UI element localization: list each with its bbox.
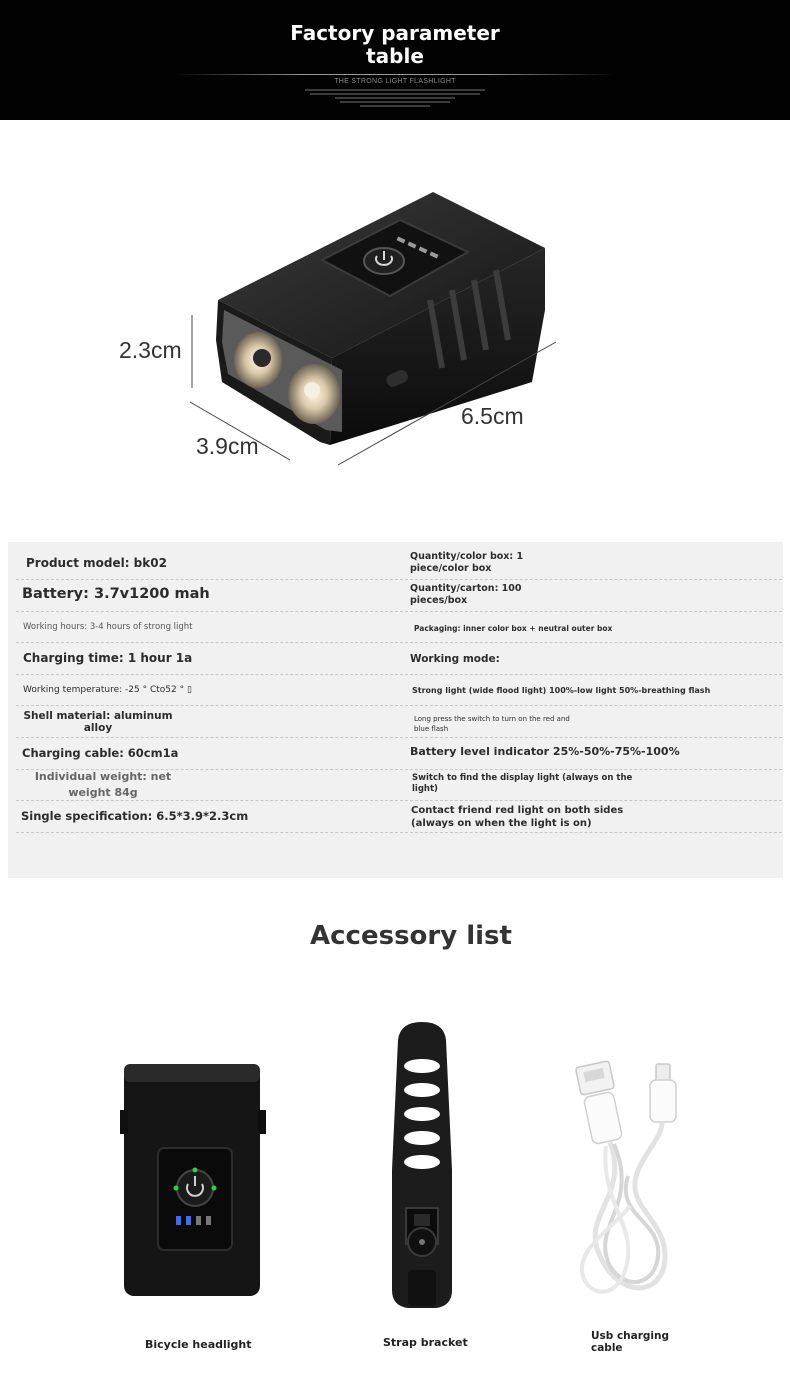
strap-bracket-icon bbox=[386, 1020, 458, 1310]
spec-single-specification: Single specification: 6.5*3.9*2.3cm bbox=[21, 809, 249, 823]
spec-working-hours: Working hours: 3-4 hours of strong light bbox=[23, 622, 193, 632]
accessory-list-title: Accessory list bbox=[310, 921, 512, 951]
spec-quantity-color-box: Quantity/color box: 1 piece/color box bbox=[410, 551, 524, 574]
headlight-product-image bbox=[0, 120, 790, 540]
spec-side-red-light: Contact friend red light on both sides (always on when the light is on) bbox=[411, 805, 624, 829]
accessory-label-headlight: Bicycle headlight bbox=[145, 1338, 252, 1351]
spec-light-modes: Strong light (wide flood light) 100%-low light 50%-breathing flash bbox=[412, 686, 711, 695]
spec-product-model: Product model: bk02 bbox=[26, 556, 167, 570]
dimension-height: 2.3cm bbox=[119, 337, 182, 363]
spec-quantity-carton: Quantity/carton: 100 pieces/box bbox=[410, 583, 522, 606]
spec-battery: Battery: 3.7v1200 mah bbox=[22, 586, 210, 602]
spec-shell-material: Shell material: aluminum alloy bbox=[23, 710, 173, 734]
header-banner bbox=[0, 0, 790, 120]
headlight-icon bbox=[118, 1060, 268, 1300]
dimension-length: 6.5cm bbox=[461, 403, 524, 429]
spec-table bbox=[8, 542, 783, 878]
accessory-label-usb-cable: Usb charging cable bbox=[591, 1330, 670, 1354]
spec-find-light: Switch to find the display light (always on the light) bbox=[412, 773, 633, 794]
spec-working-mode: Working mode: bbox=[410, 653, 500, 665]
header-fine-print bbox=[300, 89, 490, 109]
spec-battery-indicator: Battery level indicator 25%-50%-75%-100% bbox=[410, 745, 680, 758]
spec-red-blue-flash: Long press the switch to turn on the red and blue flash bbox=[414, 715, 570, 733]
page-title: Factory parameter table bbox=[290, 21, 500, 68]
spec-charging-cable: Charging cable: 60cm1a bbox=[22, 746, 179, 760]
usb-cable-icon bbox=[570, 1056, 685, 1316]
spec-individual-weight: Individual weight: net weight 84g bbox=[34, 770, 172, 799]
spec-working-temperature: Working temperature: -25 ° Cto52 ° ▯ bbox=[23, 685, 192, 695]
spec-packaging: Packaging: inner color box + neutral outer box bbox=[414, 624, 613, 633]
product-figure bbox=[0, 120, 790, 540]
accessory-label-strap-bracket: Strap bracket bbox=[383, 1336, 468, 1349]
spec-charging-time: Charging time: 1 hour 1a bbox=[23, 651, 193, 665]
dimension-width: 3.9cm bbox=[196, 433, 259, 459]
header-subtitle: THE STRONG LIGHT FLASHLIGHT bbox=[334, 78, 456, 85]
header-divider bbox=[175, 74, 615, 75]
